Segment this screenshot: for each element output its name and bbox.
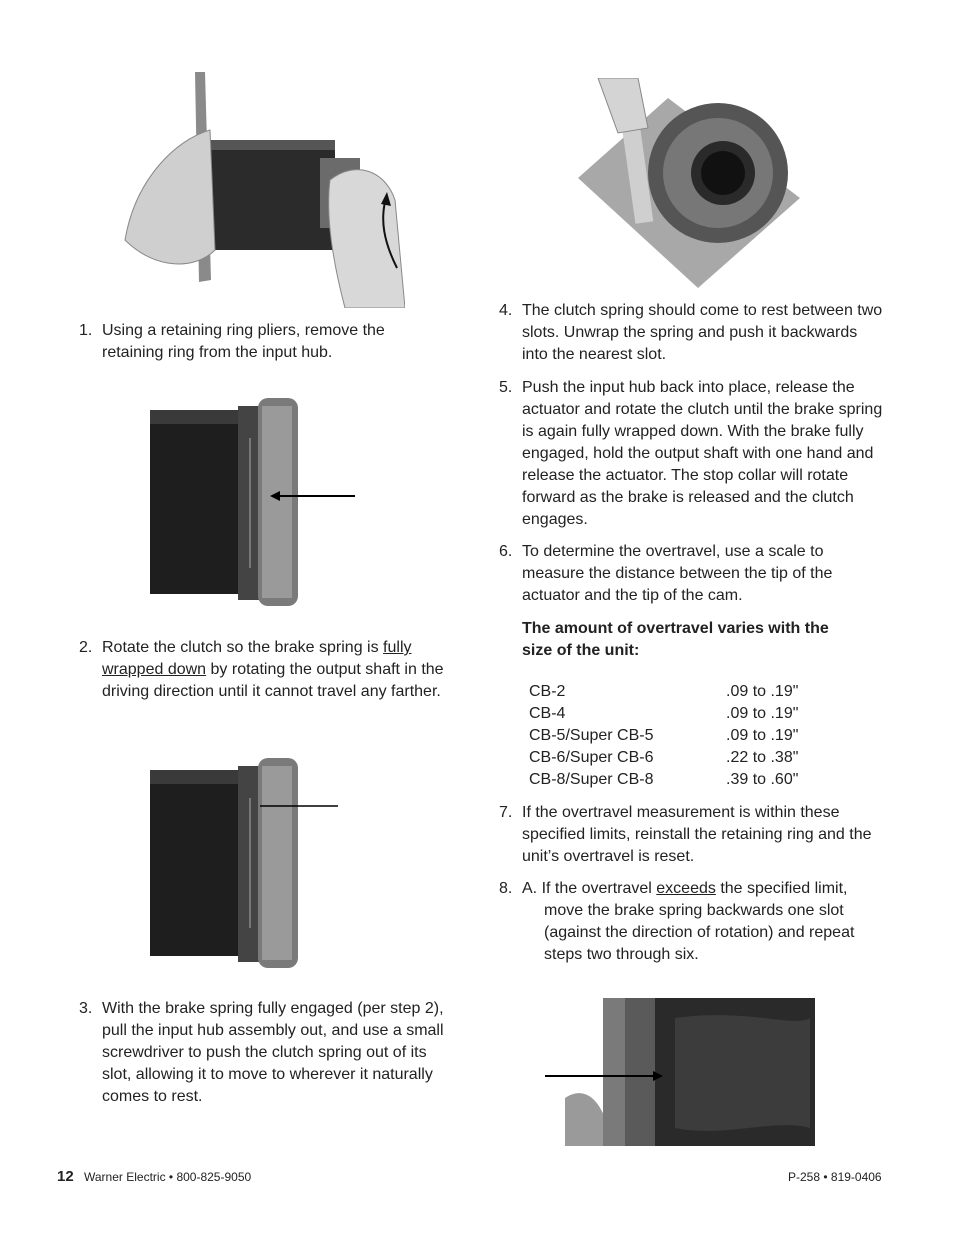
step-text	[102, 637, 449, 703]
step-text-part: the specified limit,	[715, 880, 848, 897]
step-text-continued: move the brake spring backwards one slot (against the direction of rotation) and repeat steps two through six.	[544, 902, 855, 963]
overtravel-range: .09 to .19"	[726, 705, 799, 722]
overtravel-heading-line: size of the unit:	[522, 642, 640, 659]
step-8	[499, 878, 883, 966]
step-number: 2.	[79, 639, 93, 656]
step-text-part: Rotate the clutch so the brake spring is	[102, 639, 384, 656]
photo-brake-spring-slot	[545, 998, 815, 1146]
overtravel-heading	[522, 618, 892, 662]
photo-brake-spring-hub	[150, 398, 360, 606]
step-underlined-text: fully	[383, 639, 412, 656]
step-text: The clutch spring should come to rest between two slots. Unwrap the spring and push it backwards into the nearest slot.	[522, 302, 883, 363]
overtravel-range: .39 to .60"	[726, 771, 799, 788]
step-text-part: by rotating the output shaft in the driving direction until it cannot travel any farther.	[102, 661, 444, 700]
step-1	[79, 320, 419, 364]
step-text: Push the input hub back into place, release the actuator and rotate the clutch until the brake spring is again fully wrapped down. With the brake fully engaged, hold the output shaft with one hand and release the actuator. The stop collar will rotate forward as the brake is released and the clutch engages.	[522, 379, 883, 528]
step-text: With the brake spring fully engaged (per step 2), pull the input hub assembly out, and use a small screwdriver to push the clutch spring out of its slot, allowing it to move to wherever it naturally comes to rest.	[102, 1000, 444, 1105]
overtravel-model: CB-4	[529, 705, 566, 722]
overtravel-range: .22 to .38"	[726, 749, 799, 766]
step-text	[522, 878, 883, 900]
step-number: 8.	[499, 880, 513, 897]
step-7	[499, 802, 883, 868]
page-number: 12	[57, 1168, 74, 1185]
overtravel-model: CB-6/Super CB-6	[529, 749, 654, 766]
footer-company: Warner Electric • 800-825-9050	[84, 1170, 252, 1184]
step-6	[499, 541, 883, 607]
step-3	[79, 998, 457, 1108]
step-4	[499, 300, 883, 366]
step-number: 6.	[499, 543, 513, 560]
step-underlined-text: wrapped down	[102, 661, 207, 678]
overtravel-model: CB-5/Super CB-5	[529, 727, 654, 744]
overtravel-range: .09 to .19"	[726, 683, 799, 700]
step-5	[499, 377, 883, 531]
step-number: 5.	[499, 379, 513, 396]
overtravel-heading-line: The amount of overtravel varies with the	[522, 620, 829, 637]
step-number: 3.	[79, 1000, 93, 1017]
photo-remove-retaining-ring	[115, 70, 405, 308]
overtravel-model: CB-8/Super CB-8	[529, 771, 654, 788]
step-number: 4.	[499, 302, 513, 319]
photo-measure-overtravel	[578, 78, 800, 288]
step-text: Using a retaining ring pliers, remove the retaining ring from the input hub.	[102, 322, 385, 361]
overtravel-table	[529, 681, 829, 793]
overtravel-range: .09 to .19"	[726, 727, 799, 744]
step-number: 1.	[79, 322, 93, 339]
footer-doc-code: P-258 • 819-0406	[788, 1170, 882, 1184]
step-number: 7.	[499, 804, 513, 821]
overtravel-model: CB-2	[529, 683, 566, 700]
step-2	[79, 637, 449, 703]
step-text: If the overtravel measurement is within these specified limits, reinstall the retaining ring and the unit’s overtravel is reset.	[522, 804, 872, 865]
photo-brake-spring-engaged	[150, 758, 340, 968]
step-text-part: A. If the overtravel	[522, 880, 657, 897]
step-underlined-text: exceeds	[656, 880, 716, 897]
step-text: To determine the overtravel, use a scale to measure the distance between the tip of the actuator and the tip of the cam.	[522, 543, 833, 604]
